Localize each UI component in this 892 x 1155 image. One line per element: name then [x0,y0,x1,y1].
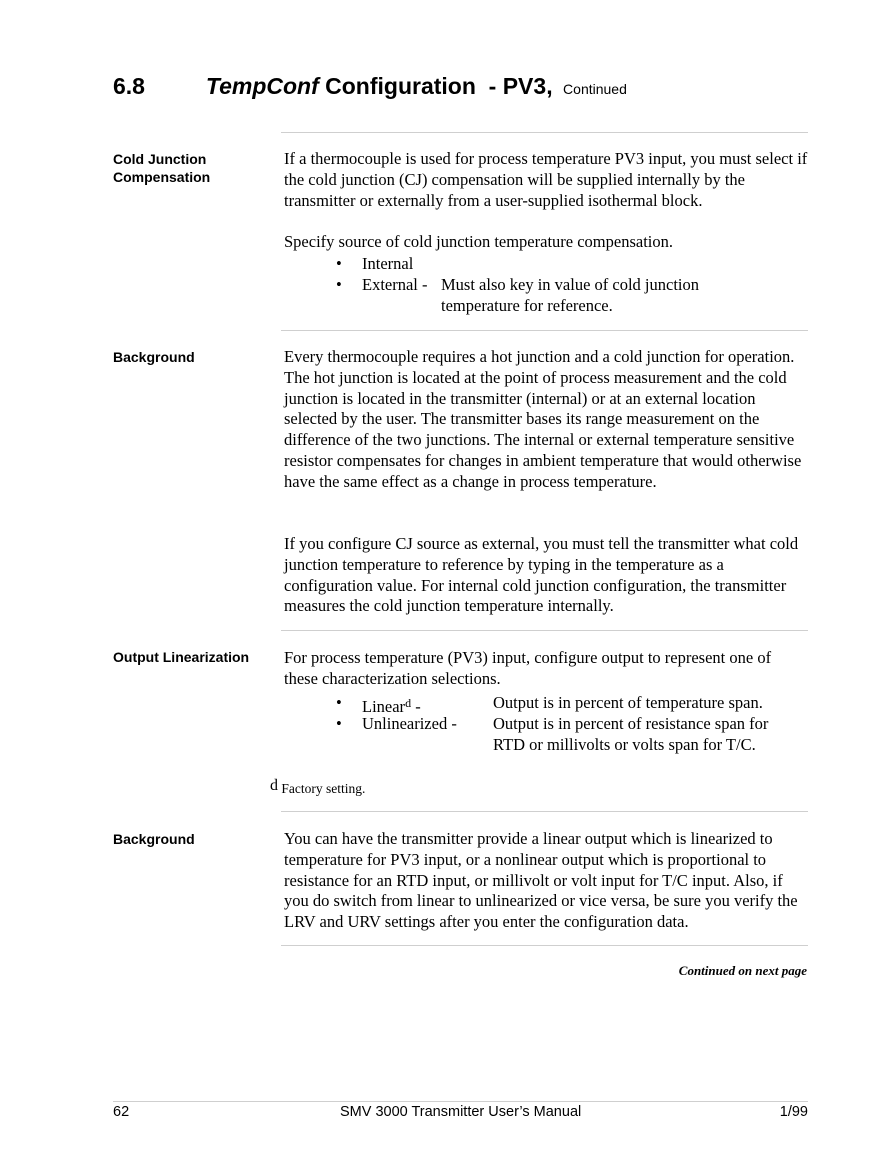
footnote [270,777,365,797]
divider-rule [281,811,808,812]
section-title: Configuration - PV3, [318,73,553,99]
footer-date: 1/99 [779,1104,808,1120]
side-heading-background: Background [113,349,195,365]
continued-note: Continued on next page [678,963,807,978]
list-item: • External - Must also key in value of cold junction [336,274,699,294]
divider-rule [281,132,808,133]
section-title-italic: TempConf [205,73,319,99]
list-item-continuation: temperature for reference. [441,295,613,315]
page-number: 62 [113,1104,130,1120]
bullet: • [336,693,342,712]
footnote-marker: d [405,696,412,710]
continued-label: Continued [563,81,627,97]
manual-title: SMV 3000 Transmitter User’s Manual [340,1104,582,1120]
list-item: • Unlinearized - Output is in percent of resistance span for [336,713,769,733]
bullet: • [336,254,342,273]
cold-junction-paragraph-2: Specify source of cold junction temperature compensation. [284,232,673,251]
divider-rule [281,945,808,946]
cj-source-list [336,254,806,316]
bullet: • [336,713,342,733]
background-paragraph-2: If you configure CJ source as external, you must tell the transmitter what cold junction temperature to reference by typing in the temperature as a configuration value. For internal cold junction configuration, the transmitter measures the cold junction temperature internally. [284,534,799,616]
footnote-marker: d [270,777,278,794]
divider-rule [281,630,808,631]
side-heading-background: Background [113,831,195,847]
list-item: • Linear$^d$ - Output is in percent of temperature span. [336,693,763,716]
background-paragraph: You can have the transmitter provide a linear output which is linearized to temperature for PV3 input, or a nonlinear output which is proportional to resistance for an RTD input, or millivolt or volt input for T/C input. Also, if you do switch from linear to unlinearized or vice versa, be sure you verify the LRV and URV settings after you enter the configuration data. [284,829,798,932]
footnote-text: Factory setting. [278,781,366,796]
list-item-continuation: RTD or millivolts or volts span for T/C. [493,734,756,754]
side-heading-output-linearization: Output Linearization [113,649,250,665]
cold-junction-paragraph: If a thermocouple is used for process temperature PV3 input, you must select if the cold junction (CJ) compensation will be supplied internally by the transmitter or externally from a user-supplied isothermal block. [284,149,808,210]
list-item: • Internal [336,254,414,273]
side-heading-cold-junction: Cold Junction Compensation [113,151,211,185]
footer-rule [113,1101,808,1102]
section-number: 6.8 [113,73,145,99]
divider-rule [281,330,808,331]
background-paragraph: Every thermocouple requires a hot junction and a cold junction for operation. The hot junction is located at the point of process measurement and the cold junction is located in the transmitter (internal) or at an external location selected by the user. The transmitter bases its range measurement on the difference of the two junctions. The internal or external temperature sensitive resistor compensates for changes in ambient temperature that would otherwise have the same effect as a change in process temperature. [284,347,802,491]
bullet: • [336,274,342,294]
linearization-list [336,693,806,755]
output-linearization-paragraph: For process temperature (PV3) input, configure output to represent one of these characterization selections. [284,648,772,688]
section-heading [113,73,813,103]
